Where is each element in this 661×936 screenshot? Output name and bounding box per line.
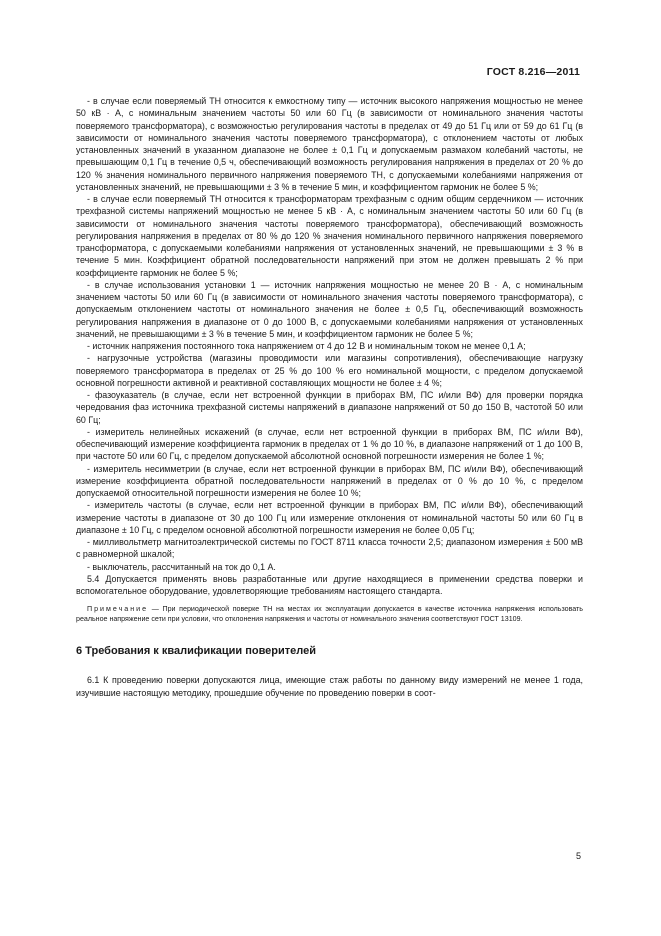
note [76,604,583,624]
paragraph-dc-source: - источник напряжения постоянного тока напряжением от 4 до 12 В и номинальным током не менее 0,1 А; [87,341,526,351]
paragraph-distortion-meter: - измеритель нелинейных искажений (в случае, если нет встроенной функции в приборах ВМ, ПС и/или ВФ), обеспечивающий измерение коэффициента гармоник в пределах от 1 % до 10 %, в диапазоне напряжений от 1 до 100 В, при частоте 50 или 60 Гц, с пределом допускаемой абсолютной основной погрешности измерения не более 1 %; [76,426,583,462]
paragraph-millivoltmeter: - милливольтметр магнитоэлектрической системы по ГОСТ 8711 класса точности 2,5; диапазоном измерения ± 500 мВ с равномерной шкалой; [76,537,583,560]
note-label: Примечание [87,605,149,614]
section-6-title: 6 Требования к квалификации поверителей [76,645,317,658]
page-body [76,95,583,699]
paragraph-setup-1-source: - в случае использования установки 1 — источник напряжения мощностью не менее 20 В · А, с номинальным значением частоты 50 или 60 Гц (в зависимости от номинального значения частоты поверяемого трансформатора), с допускаемым отклонением частоты от номинального значения не более ± 0,5 Гц, обеспечивающий возможность регулирования напряжения в диапазоне от 0 до 1000 В, с допускаемыми колебаниями напряжения от установленных значений, не превышающими ± 3 % в течение 5 мин, и коэффициентом гармоник не более 5 %; [76,279,583,339]
paragraph-switch: - выключатель, рассчитанный на ток до 0,1 А. [87,561,276,572]
paragraph-frequency-meter: - измеритель частоты (в случае, если нет встроенной функции в приборах ВМ, ПС и/или ВФ), обеспечивающий измерение частоты в диапазоне от 30 до 100 Гц или измерение отклонения от номинальной частоты 50 или 60 Гц в диапазоне ± 10 Гц, с пределом основной абсолютной погрешности измерения не более 0,05 Гц; [76,500,583,535]
paragraph-three-phase-source: - в случае если поверяемый ТН относится к трансформаторам трехфазным с одним общим сердечником — источник трехфазной системы напряжений мощностью не менее 5 кВ · А, с номинальным значением частоты 50 или 60 Гц (в зависимости от номинального значения частоты поверяемого трансформатора), обеспечивающий возможность регулирования напряжения в пределах от 80 % до 120 % значения номинального первичного напряжения поверяемого трансформатора, с допускаемыми колебаниями напряжения от установленных значений, не превышающими ± 3 % в течение 5 мин. Коэффициент обратной последовательности напряжений при этом не должен превышать 2 % при коэффициенте гармоник не более 5 %; [76,194,583,278]
paragraph-5-4: 5.4 Допускается применять вновь разработанные или другие находящиеся в применении средства поверки и вспомогательное оборудование, удовлетворяющие требованиям настоящего стандарта. [76,573,583,596]
paragraph-phase-indicator: - фазоуказатель (в случае, если нет встроенной функции в приборах ВМ, ПС и/или ВФ) для проверки порядка чередования фаз источника трехфазной системы напряжений в диапазоне напряжений от 50 до 150 В, частотой 50 или 60 Гц; [76,390,583,425]
paragraph-6-1: 6.1 К проведению поверки допускаются лица, имеющие стаж работы по данному виду измерений не менее 1 года, изучившие настоящую методику, прошедшие обучение по проведению поверки в соот- [76,675,583,698]
page-number: 5 [576,851,582,861]
paragraph-asymmetry-meter: - измеритель несимметрии (в случае, если нет встроенной функции в приборах ВМ, ПС и/или ВФ), обеспечивающий измерение коэффициента обратной последовательности напряжений в пределах от 0 % до 10 %, с пределом допускаемой относительной погрешности измерения не более 10 %; [76,463,583,498]
paragraph-load-devices: - нагрузочные устройства (магазины проводимости или магазины сопротивления), обеспечивающие нагрузку поверяемого трансформатора в пределах от 25 % до 100 % его номинальной мощности, с пределом допускаемой основной погрешности активной и реактивной составляющих мощности не более ± 4 %; [76,353,583,388]
standard-header: ГОСТ 8.216—2011 [486,66,580,78]
paragraph-capacitive-source: - в случае если поверяемый ТН относится к емкостному типу — источник высокого напряжения мощностью не менее 50 кВ · А, с номинальным значением частоты 50 или 60 Гц (в зависимости от номинального значения частоты поверяемого трансформатора), с возможностью регулирования частоты в пределах от 49 до 51 Гц или от 59 до 61 Гц (в зависимости от номинального значения частоты поверяемого трансформатора), с отклонением частоты от любых установленных значений в указанном диапазоне не более ± 0,1 Гц и допускаемым размахом колебаний частоты, не превышающим 0,1 Гц в течение 0,5 ч, обеспечивающий возможность регулирования напряжения в пределах от 20 % до 120 % значения номинального первичного напряжения поверяемого ТН, с допускаемыми колебаниями напряжения от установленных значений, не превышающими ± 3 % в течение 5 мин, и коэффициентом гармоник не более 5 %; [76,96,583,192]
note-text: — При периодической поверке ТН на местах их эксплуатации допускается в качестве источника напряжения использовать реальное напряжение сети при условии, что отклонения напряжения и частоты от номинального значения соответствуют ГОСТ 13109. [76,605,583,624]
